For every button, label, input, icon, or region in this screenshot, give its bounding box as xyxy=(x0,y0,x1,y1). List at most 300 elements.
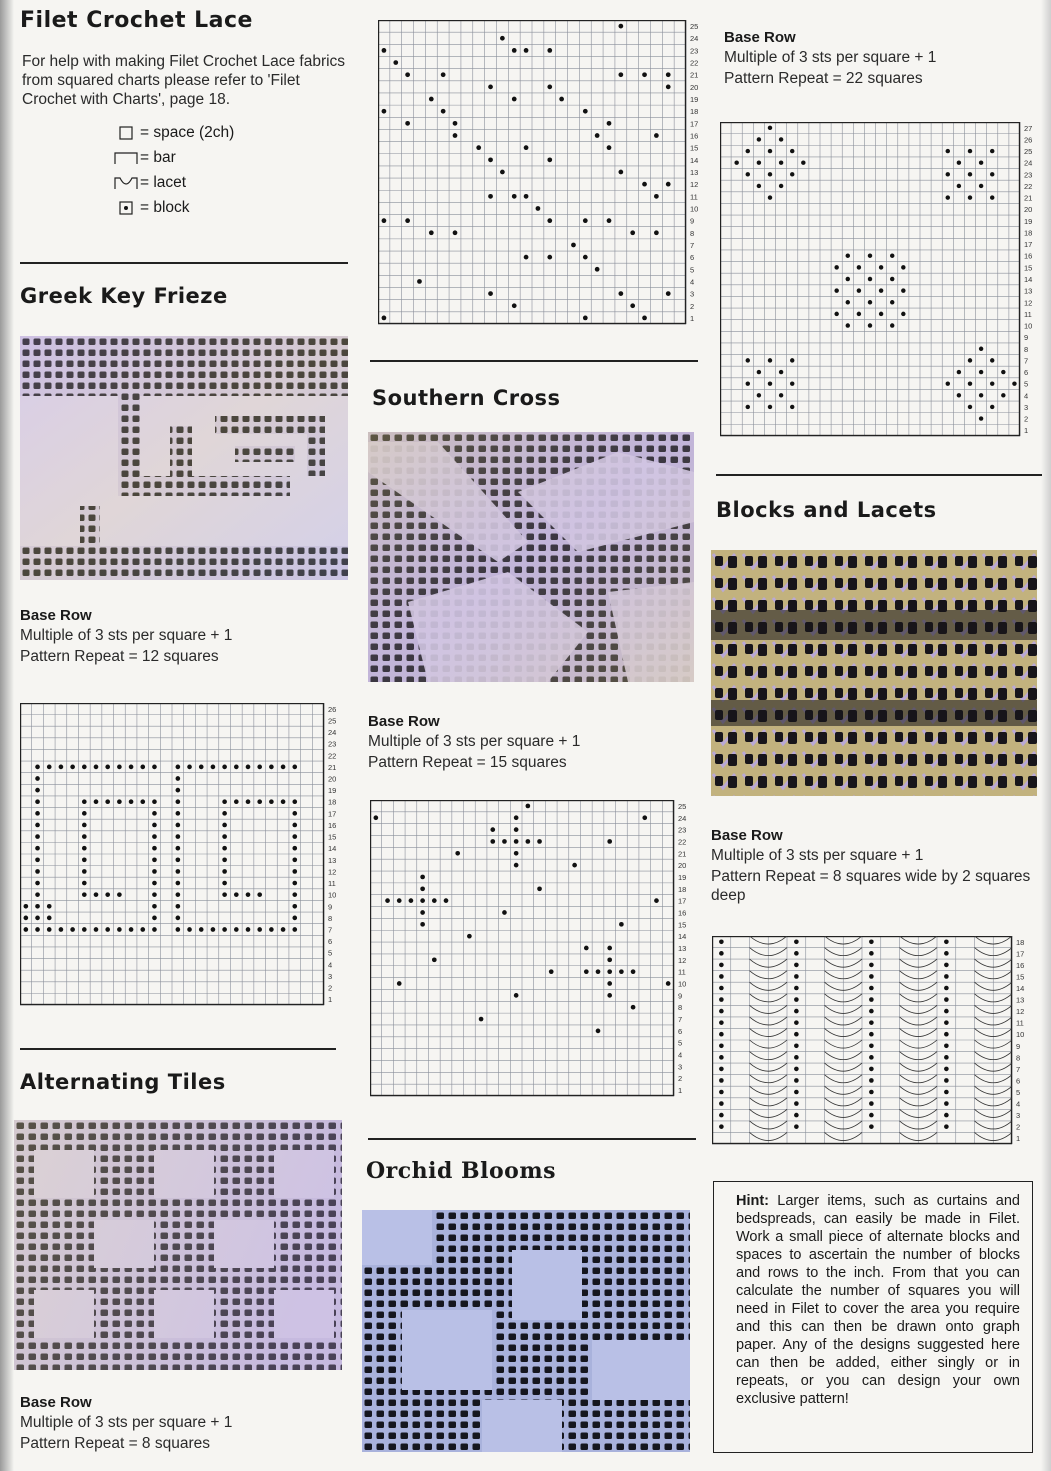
block-mark xyxy=(869,1055,874,1060)
block-mark xyxy=(666,291,671,296)
multiple-text: Multiple of 3 sts per square + 1 xyxy=(368,733,581,750)
block-mark xyxy=(757,370,761,374)
greek-key-photo xyxy=(20,336,348,580)
block-mark xyxy=(35,834,40,839)
block-mark xyxy=(779,184,783,188)
block-mark xyxy=(500,170,505,175)
block-mark xyxy=(152,857,157,862)
southern-cross-info xyxy=(368,713,580,772)
block-mark xyxy=(719,951,724,956)
block-mark xyxy=(869,1009,874,1014)
block-mark xyxy=(152,916,157,921)
block-mark xyxy=(719,1020,724,1025)
block-mark xyxy=(719,939,724,944)
block-mark xyxy=(176,788,181,793)
row-number: 26 xyxy=(328,704,337,714)
block-mark xyxy=(968,358,972,362)
block-mark xyxy=(834,312,838,316)
section-title-alternating-tiles: Alternating Tiles xyxy=(20,1070,226,1094)
block-mark xyxy=(719,1043,724,1048)
row-number: 2 xyxy=(328,983,333,993)
section-title-orchid-blooms: Orchid Blooms xyxy=(366,1158,557,1184)
block-mark xyxy=(152,846,157,851)
block-mark xyxy=(869,986,874,991)
hint-label: Hint: xyxy=(736,1193,770,1209)
block-mark xyxy=(374,815,379,820)
block-mark xyxy=(152,834,157,839)
block-mark xyxy=(979,393,983,397)
row-number: 15 xyxy=(1016,972,1025,982)
hint-box xyxy=(713,1181,1033,1453)
block-mark xyxy=(453,133,458,138)
row-number: 13 xyxy=(1024,286,1033,296)
row-number: 8 xyxy=(1016,1053,1021,1063)
row-number: 21 xyxy=(328,762,337,772)
block-mark xyxy=(82,823,87,828)
block-mark xyxy=(257,799,262,804)
block-mark xyxy=(420,898,425,903)
block-mark xyxy=(488,85,493,90)
block-mark xyxy=(734,160,738,164)
row-number: 14 xyxy=(328,844,337,854)
row-number: 17 xyxy=(328,809,337,819)
block-mark xyxy=(618,170,623,175)
block-mark xyxy=(292,765,297,770)
block-mark xyxy=(35,927,40,932)
row-number: 15 xyxy=(1024,263,1033,273)
block-mark xyxy=(642,815,647,820)
block-mark xyxy=(719,963,724,968)
block-mark xyxy=(526,839,531,844)
block-mark xyxy=(176,846,181,851)
row-number: 15 xyxy=(678,920,687,930)
block-mark xyxy=(719,1090,724,1095)
block-mark xyxy=(596,1029,601,1034)
block-mark xyxy=(901,312,905,316)
block-mark xyxy=(187,927,192,932)
row-number: 3 xyxy=(690,289,695,299)
block-mark xyxy=(514,827,519,832)
row-number: 9 xyxy=(1024,333,1029,343)
block-mark xyxy=(719,1078,724,1083)
block-mark xyxy=(420,875,425,880)
row-number: 24 xyxy=(328,728,337,738)
base-row-label: Base Row xyxy=(20,1394,92,1411)
row-number: 23 xyxy=(328,739,337,749)
block-mark xyxy=(944,1090,949,1095)
block-mark xyxy=(768,358,772,362)
block-mark xyxy=(187,765,192,770)
row-number: 7 xyxy=(690,240,695,250)
block-mark xyxy=(571,243,576,248)
row-number: 5 xyxy=(678,1038,683,1048)
block-mark xyxy=(944,997,949,1002)
block-mark xyxy=(488,194,493,199)
block-mark xyxy=(292,811,297,816)
block-mark xyxy=(47,904,52,909)
row-number: 20 xyxy=(328,774,337,784)
block-mark xyxy=(607,218,612,223)
multiple-text: Multiple of 3 sts per square + 1 xyxy=(20,1414,233,1431)
block-mark xyxy=(512,194,517,199)
block-mark xyxy=(584,969,589,974)
block-mark xyxy=(176,927,181,932)
block-mark xyxy=(879,288,883,292)
block-mark xyxy=(524,48,529,53)
row-number: 24 xyxy=(690,34,699,44)
row-number: 25 xyxy=(690,22,699,32)
block-mark xyxy=(24,916,29,921)
block-mark xyxy=(502,839,507,844)
block-mark xyxy=(524,145,529,150)
block-mark xyxy=(234,892,239,897)
block-mark xyxy=(222,927,227,932)
block-mark xyxy=(199,927,204,932)
block-mark xyxy=(94,799,99,804)
row-number: 10 xyxy=(1016,1030,1025,1040)
block-mark xyxy=(979,347,983,351)
block-mark xyxy=(420,922,425,927)
repeat-text: Pattern Repeat = 12 squares xyxy=(20,648,219,665)
block-mark xyxy=(82,892,87,897)
row-number: 22 xyxy=(678,837,687,847)
block-mark xyxy=(393,60,398,65)
block-mark xyxy=(35,916,40,921)
block-mark xyxy=(869,1067,874,1072)
divider xyxy=(20,262,348,264)
divider xyxy=(716,474,1042,476)
block-mark xyxy=(222,834,227,839)
divider xyxy=(20,1048,336,1050)
block-mark xyxy=(211,765,216,770)
block-mark xyxy=(105,799,110,804)
block-mark xyxy=(779,160,783,164)
row-number: 2 xyxy=(1016,1122,1021,1132)
block-mark xyxy=(117,765,122,770)
chart-blocks xyxy=(382,24,671,321)
block-mark xyxy=(968,381,972,385)
block-mark xyxy=(47,765,52,770)
row-number: 22 xyxy=(1024,181,1033,191)
block-mark xyxy=(490,827,495,832)
block-mark xyxy=(768,172,772,176)
row-number: 25 xyxy=(1024,147,1033,157)
block-mark xyxy=(176,857,181,862)
row-number: 10 xyxy=(328,890,337,900)
block-mark xyxy=(618,72,623,77)
block-mark xyxy=(746,358,750,362)
row-number: 15 xyxy=(328,832,337,842)
block-mark xyxy=(990,405,994,409)
block-mark xyxy=(502,910,507,915)
row-number: 11 xyxy=(678,967,686,977)
block-mark xyxy=(757,184,761,188)
row-number: 12 xyxy=(678,955,687,965)
greek-key-chart xyxy=(20,703,348,1009)
row-number: 19 xyxy=(328,786,337,796)
block-mark xyxy=(607,993,612,998)
base-row-label: Base Row xyxy=(711,827,783,844)
block-mark xyxy=(869,951,874,956)
block-mark xyxy=(257,892,262,897)
base-row-label: Base Row xyxy=(20,607,92,624)
block-mark xyxy=(152,881,157,886)
block-mark xyxy=(292,823,297,828)
repeat-text: Pattern Repeat = 15 squares xyxy=(368,754,567,771)
blocks-lacets-photo-svg xyxy=(711,550,1037,796)
block-mark xyxy=(944,1032,949,1037)
block-mark xyxy=(979,184,983,188)
block-mark xyxy=(968,405,972,409)
block-mark xyxy=(794,1113,799,1118)
row-number: 23 xyxy=(678,825,687,835)
block-mark xyxy=(129,765,134,770)
alternating-tiles-chart xyxy=(378,20,704,326)
row-number: 5 xyxy=(328,948,333,958)
block-mark xyxy=(246,892,251,897)
lacet-icon xyxy=(112,176,140,190)
block-mark xyxy=(946,381,950,385)
block-mark xyxy=(957,370,961,374)
block-mark xyxy=(94,765,99,770)
block-mark xyxy=(35,892,40,897)
block-mark xyxy=(292,869,297,874)
block-mark xyxy=(269,765,274,770)
block-mark xyxy=(385,898,390,903)
row-number: 19 xyxy=(1024,216,1033,226)
block-mark xyxy=(152,823,157,828)
block-mark xyxy=(405,218,410,223)
block-mark xyxy=(281,765,286,770)
block-mark xyxy=(794,974,799,979)
multiple-text: Multiple of 3 sts per square + 1 xyxy=(20,627,233,644)
block-mark xyxy=(869,974,874,979)
legend-row-space xyxy=(112,120,234,145)
row-number: 4 xyxy=(328,960,333,970)
block-mark xyxy=(257,927,262,932)
hint-text: Larger items, such as curtains and bedspreads, can easily be made in Filet. Work a small piece of alternate blocks and spaces to ascertain the number of blocks and rows to the inch. From that you can calculate the number of squares you will need in Filet to cover the area you require and this can then be drawn onto graph paper. Any of the designs suggested here can then be added, either singly or in repeats, or you can design your own exclusive pattern! xyxy=(736,1193,1020,1407)
block-mark xyxy=(429,97,434,102)
block-mark xyxy=(666,182,671,187)
block-mark xyxy=(768,126,772,130)
block-mark xyxy=(979,416,983,420)
block-mark xyxy=(944,1078,949,1083)
block-mark xyxy=(420,886,425,891)
row-number: 21 xyxy=(678,849,687,859)
row-number: 1 xyxy=(1024,426,1029,436)
orchid-blooms-photo xyxy=(362,1210,690,1452)
block-mark xyxy=(869,963,874,968)
block-mark xyxy=(467,934,472,939)
block-mark xyxy=(246,927,251,932)
block-mark xyxy=(455,851,460,856)
blocks-lacets-photo xyxy=(711,550,1037,796)
row-number: 23 xyxy=(1024,170,1033,180)
block-mark xyxy=(719,986,724,991)
block-mark xyxy=(514,851,519,856)
block-mark xyxy=(619,922,624,927)
block-mark xyxy=(631,1005,636,1010)
alternating-tiles-info xyxy=(20,1394,232,1453)
block-mark xyxy=(990,149,994,153)
block-mark xyxy=(70,927,75,932)
row-number: 16 xyxy=(1024,251,1033,261)
block-mark xyxy=(547,218,552,223)
block-mark xyxy=(666,85,671,90)
space-icon xyxy=(112,126,140,140)
block-mark xyxy=(869,997,874,1002)
row-number: 21 xyxy=(1024,193,1033,203)
row-number: 7 xyxy=(328,925,333,935)
row-number: 7 xyxy=(678,1015,683,1025)
block-mark xyxy=(801,160,805,164)
legend-label: = lacet xyxy=(140,173,187,191)
block-mark xyxy=(536,206,541,211)
block-mark xyxy=(453,121,458,126)
block-mark xyxy=(409,898,414,903)
block-mark xyxy=(946,149,950,153)
block-mark xyxy=(547,48,552,53)
row-number: 10 xyxy=(690,204,699,214)
block-mark xyxy=(537,886,542,891)
row-number: 12 xyxy=(1016,1007,1025,1017)
block-mark xyxy=(654,133,659,138)
block-mark xyxy=(152,927,157,932)
southern-cross-photo-svg xyxy=(368,432,694,682)
block-mark xyxy=(292,892,297,897)
block-mark xyxy=(846,323,850,327)
row-number: 25 xyxy=(328,716,337,726)
block-mark xyxy=(222,892,227,897)
block-mark xyxy=(524,194,529,199)
block-mark xyxy=(869,1101,874,1106)
block-mark xyxy=(746,381,750,385)
block-mark xyxy=(234,799,239,804)
row-number: 13 xyxy=(1016,995,1025,1005)
block-mark xyxy=(794,1043,799,1048)
block-mark xyxy=(117,892,122,897)
block-mark xyxy=(292,799,297,804)
block-mark xyxy=(257,765,262,770)
legend-row-block xyxy=(112,195,234,220)
block-mark xyxy=(890,300,894,304)
row-number: 4 xyxy=(690,277,695,287)
multiple-text: Multiple of 3 sts per square + 1 xyxy=(724,49,937,66)
block-mark xyxy=(979,160,983,164)
block-mark xyxy=(234,927,239,932)
row-number: 14 xyxy=(1016,984,1025,993)
block-mark xyxy=(405,72,410,77)
row-number: 15 xyxy=(690,143,699,153)
block-mark xyxy=(47,927,52,932)
block-mark xyxy=(1001,370,1005,374)
block-mark xyxy=(719,1113,724,1118)
block-mark xyxy=(420,910,425,915)
block-mark xyxy=(654,898,659,903)
block-mark xyxy=(292,857,297,862)
block-mark xyxy=(794,1124,799,1129)
row-number: 7 xyxy=(1024,356,1029,366)
row-number: 24 xyxy=(1024,158,1033,168)
block-mark xyxy=(768,381,772,385)
block-mark xyxy=(869,1078,874,1083)
block-mark xyxy=(583,255,588,260)
row-number: 7 xyxy=(1016,1064,1021,1074)
block-mark xyxy=(794,939,799,944)
block-mark xyxy=(654,194,659,199)
block-mark xyxy=(176,799,181,804)
alternating-tiles-photo xyxy=(14,1120,342,1370)
block-mark xyxy=(281,799,286,804)
chart-grid xyxy=(370,800,674,1096)
block-mark xyxy=(222,765,227,770)
block-mark xyxy=(444,898,449,903)
block-mark xyxy=(944,939,949,944)
row-number: 21 xyxy=(690,70,699,80)
block-mark xyxy=(979,370,983,374)
row-number: 11 xyxy=(328,879,336,889)
row-number: 17 xyxy=(690,119,699,129)
block-mark xyxy=(382,48,387,53)
block-mark xyxy=(222,811,227,816)
block-mark xyxy=(140,799,145,804)
block-mark xyxy=(1001,393,1005,397)
row-number: 16 xyxy=(678,908,687,918)
row-number: 2 xyxy=(678,1074,683,1084)
block-mark xyxy=(869,1124,874,1129)
block-mark xyxy=(222,846,227,851)
block-mark xyxy=(432,958,437,963)
block-mark xyxy=(490,839,495,844)
legend-label: = block xyxy=(140,198,190,216)
page-title: Filet Crochet Lace xyxy=(20,8,253,33)
block-mark xyxy=(524,255,529,260)
block-mark xyxy=(429,230,434,235)
block-mark xyxy=(82,927,87,932)
block-mark xyxy=(794,1009,799,1014)
block-mark xyxy=(35,765,40,770)
row-number: 19 xyxy=(690,95,699,105)
block-mark xyxy=(719,1032,724,1037)
block-mark xyxy=(514,839,519,844)
block-mark xyxy=(70,765,75,770)
block-mark xyxy=(583,218,588,223)
block-mark xyxy=(944,963,949,968)
block-mark xyxy=(901,265,905,269)
block-mark xyxy=(292,927,297,932)
block-mark xyxy=(879,265,883,269)
block-mark xyxy=(152,892,157,897)
row-number: 27 xyxy=(1024,123,1033,133)
block-mark xyxy=(846,254,850,258)
block-mark xyxy=(869,1020,874,1025)
block-mark xyxy=(846,277,850,281)
row-number: 6 xyxy=(678,1026,683,1036)
block-mark xyxy=(488,291,493,296)
row-number: 20 xyxy=(690,82,699,92)
row-number: 4 xyxy=(678,1050,683,1060)
block-mark xyxy=(790,381,794,385)
block-mark xyxy=(869,1043,874,1048)
block-mark xyxy=(642,72,647,77)
row-number: 5 xyxy=(690,265,695,275)
legend-label: = space (2ch) xyxy=(140,123,235,141)
block-mark xyxy=(834,265,838,269)
block-mark xyxy=(968,195,972,199)
block-mark xyxy=(281,927,286,932)
block-mark xyxy=(269,927,274,932)
row-number: 8 xyxy=(690,228,695,238)
